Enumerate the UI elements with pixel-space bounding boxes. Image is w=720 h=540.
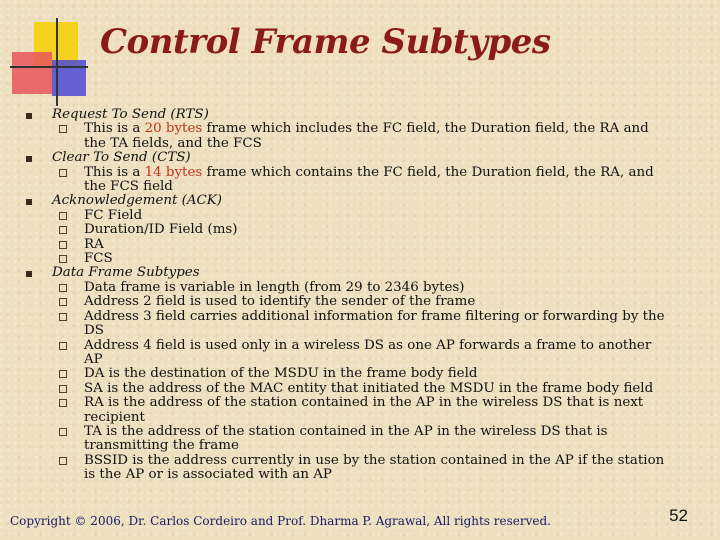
sub-list-item: FC Field	[26, 209, 666, 223]
list-item	[26, 194, 666, 208]
sub-list-item: This is a 14 bytes frame which contains the FC field, the Duration field, the RA, and the FCS field	[26, 166, 666, 195]
hollow-square-bullet-icon	[59, 241, 67, 249]
bullet-list	[26, 108, 666, 483]
sub-list-item: FCS	[26, 252, 666, 266]
slide-title: Control Frame Subtypes	[100, 22, 551, 62]
hollow-square-bullet-icon	[59, 255, 67, 263]
hollow-square-bullet-icon	[59, 385, 67, 393]
highlight-size: 20 bytes	[144, 121, 203, 137]
hollow-square-bullet-icon	[59, 313, 67, 321]
hollow-square-bullet-icon	[59, 370, 67, 378]
hollow-square-bullet-icon	[59, 226, 67, 234]
hollow-square-bullet-icon	[59, 342, 67, 350]
item-label: Request To Send (RTS)	[52, 107, 209, 122]
logo-red-square	[12, 52, 52, 94]
item-label: Data Frame Subtypes	[52, 265, 200, 281]
list-item	[26, 151, 666, 165]
sub-list-item: Address 3 field carries additional information for frame filtering or forwarding by the DS	[26, 310, 666, 339]
hollow-square-bullet-icon	[59, 399, 67, 407]
sub-list-item: DA is the destination of the MSDU in the frame body field	[26, 367, 666, 381]
sub-list-item: SA is the address of the MAC entity that initiated the MSDU in the frame body field	[26, 382, 666, 396]
hollow-square-bullet-icon	[59, 125, 67, 133]
copyright-footer: Copyright © 2006, Dr. Carlos Cordeiro and Prof. Dharma P. Agrawal, All rights reserved.	[10, 514, 551, 528]
sub-list-item: Address 2 field is used to identify the sender of the frame	[26, 295, 666, 309]
hollow-square-bullet-icon	[59, 212, 67, 220]
square-bullet-icon	[26, 271, 32, 277]
hollow-square-bullet-icon	[59, 284, 67, 292]
square-bullet-icon	[26, 199, 32, 205]
square-bullet-icon	[26, 113, 32, 119]
sub-list-item: Address 4 field is used only in a wireless DS as one AP forwards a frame to another AP	[26, 339, 666, 368]
sub-list-item: TA is the address of the station contained in the AP in the wireless DS that is transmitting the frame	[26, 425, 666, 454]
sub-list-item: RA is the address of the station contained in the AP in the wireless DS that is next recipient	[26, 396, 666, 425]
square-bullet-icon	[26, 156, 32, 162]
logo-vertical-line	[56, 18, 58, 106]
item-label: Clear To Send (CTS)	[52, 150, 191, 166]
sub-list-item: Data frame is variable in length (from 29 to 2346 bytes)	[26, 281, 666, 295]
hollow-square-bullet-icon	[59, 298, 67, 306]
hollow-square-bullet-icon	[59, 169, 67, 177]
hollow-square-bullet-icon	[59, 457, 67, 465]
page-number: 52	[669, 506, 688, 525]
slide-logo	[10, 18, 90, 108]
logo-horizontal-line	[10, 66, 88, 68]
sub-list-item: BSSID is the address currently in use by the station contained in the AP if the station is the AP or is associated with an AP	[26, 454, 666, 483]
sub-list-item: RA	[26, 238, 666, 252]
sub-list-item: This is a 20 bytes frame which includes the FC field, the Duration field, the RA and the TA fields, and the FCS	[26, 122, 666, 151]
item-label: Acknowledgement (ACK)	[52, 193, 222, 209]
list-item	[26, 266, 666, 280]
hollow-square-bullet-icon	[59, 428, 67, 436]
sub-list-item: Duration/ID Field (ms)	[26, 223, 666, 237]
highlight-size: 14 bytes	[144, 164, 203, 180]
list-item	[26, 108, 666, 122]
